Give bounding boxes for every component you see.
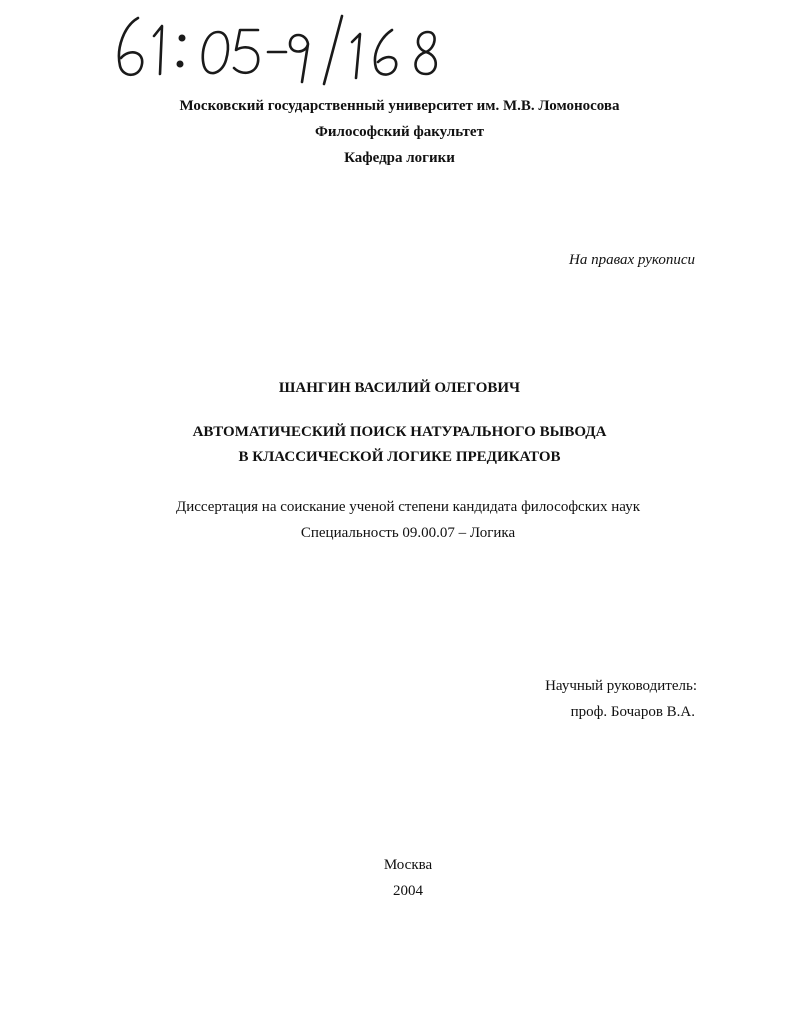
faculty-name: Философский факультет xyxy=(315,124,484,140)
supervisor-label: Научный руководитель: xyxy=(545,678,697,694)
supervisor-name: проф. Бочаров В.А. xyxy=(570,704,695,720)
author-name: ШАНГИН ВАСИЛИЙ ОЛЕГОВИЧ xyxy=(278,380,521,396)
specialty: Специальность 09.00.07 – Логика xyxy=(300,525,516,541)
city: Москва xyxy=(383,857,433,873)
handwritten-archive-number xyxy=(110,8,480,88)
department-name: Кафедра логики xyxy=(344,150,455,166)
dissertation-title-line-2: В КЛАССИЧЕСКОЙ ЛОГИКЕ ПРЕДИКАТОВ xyxy=(238,449,561,465)
year: 2004 xyxy=(393,883,423,899)
manuscript-note: На правах рукописи xyxy=(569,252,695,268)
degree-description: Диссертация на соискание ученой степени кандидата философских наук xyxy=(175,499,640,515)
dissertation-title-line-1: АВТОМАТИЧЕСКИЙ ПОИСК НАТУРАЛЬНОГО ВЫВОДА xyxy=(192,424,607,440)
university-name: Московский государственный университет им. М.В. Ломоносова xyxy=(179,98,620,114)
